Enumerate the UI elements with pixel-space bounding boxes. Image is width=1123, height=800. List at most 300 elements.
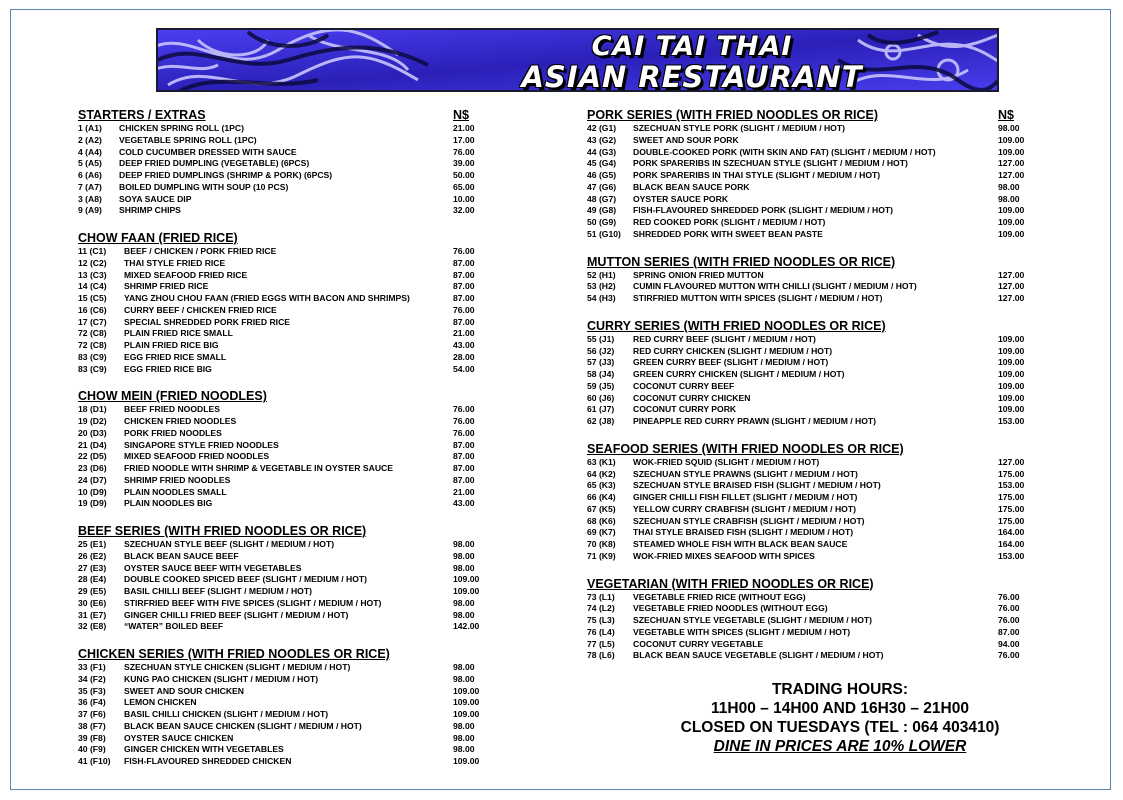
item-code: 60 (J6) bbox=[587, 392, 615, 403]
item-price: 164.00 bbox=[998, 527, 1025, 538]
banner-line-2: ASIAN RESTAURANT bbox=[521, 60, 863, 92]
item-price: 175.00 bbox=[998, 468, 1025, 479]
item-code: 17 (C7) bbox=[78, 316, 107, 327]
item-name: WOK-FRIED SQUID (SLIGHT / MEDIUM / HOT) bbox=[633, 456, 820, 467]
menu-item bbox=[78, 293, 518, 305]
item-name: BASIL CHILLI BEEF (SLIGHT / MEDIUM / HOT) bbox=[124, 586, 312, 596]
item-price: 21.00 bbox=[453, 123, 475, 133]
item-name: SPRING ONION FRIED MUTTON bbox=[633, 269, 764, 280]
item-code: 6 (A6) bbox=[78, 170, 102, 180]
item-name: RED CURRY BEEF (SLIGHT / MEDIUM / HOT) bbox=[633, 333, 816, 344]
item-code: 19 (D2) bbox=[78, 416, 107, 426]
menu-item bbox=[78, 440, 518, 452]
item-name: BASIL CHILLI CHICKEN (SLIGHT / MEDIUM / HOT) bbox=[124, 709, 329, 719]
item-price: 98.00 bbox=[453, 744, 475, 755]
item-price: 98.00 bbox=[453, 597, 475, 608]
item-price: 109.00 bbox=[998, 345, 1025, 356]
item-price: 175.00 bbox=[998, 492, 1025, 502]
item-code: 29 (E5) bbox=[78, 586, 107, 596]
item-code: 72 (C8) bbox=[78, 340, 107, 350]
item-name: GINGER CHILLI FRIED BEEF (SLIGHT / MEDIUM / HOT) bbox=[124, 609, 349, 620]
menu-item bbox=[78, 709, 518, 721]
item-name: PLAIN FRIED RICE SMALL bbox=[124, 328, 233, 339]
item-name: BOILED DUMPLING WITH SOUP (10 PCS) bbox=[119, 181, 289, 192]
item-price: 127.00 bbox=[998, 158, 1025, 169]
menu-item bbox=[78, 756, 518, 768]
item-code: 2 (A2) bbox=[78, 134, 102, 145]
item-name: OYSTER SAUCE CHICKEN bbox=[124, 732, 234, 743]
section-title: BEEF SERIES (WITH FRIED NOODLES OR RICE) bbox=[78, 524, 367, 538]
item-code: 64 (K2) bbox=[587, 468, 616, 479]
item-code: 1 (A1) bbox=[78, 123, 102, 133]
item-price: 87.00 bbox=[453, 439, 475, 450]
menu-item bbox=[78, 686, 518, 698]
menu-item bbox=[587, 229, 1047, 241]
item-code: 68 (K6) bbox=[587, 515, 616, 526]
item-code: 36 (F4) bbox=[78, 697, 106, 708]
item-price: 32.00 bbox=[453, 205, 475, 216]
item-code: 59 (J5) bbox=[587, 380, 615, 391]
menu-item bbox=[78, 674, 518, 686]
item-price: 87.00 bbox=[453, 316, 475, 327]
item-name: EGG FRIED RICE BIG bbox=[124, 363, 212, 374]
menu-item bbox=[587, 158, 1047, 170]
item-code: 63 (K1) bbox=[587, 456, 616, 467]
price-currency-header: N$ bbox=[453, 108, 469, 122]
item-code: 30 (E6) bbox=[78, 597, 107, 608]
banner-line-1: CAI TAI THAI bbox=[591, 31, 793, 62]
menu-item bbox=[78, 246, 518, 258]
item-price: 109.00 bbox=[998, 134, 1025, 145]
item-name: RED CURRY CHICKEN (SLIGHT / MEDIUM / HOT) bbox=[633, 345, 833, 356]
menu-section-beef bbox=[78, 524, 518, 633]
item-price: 10.00 bbox=[453, 193, 475, 204]
item-price: 98.00 bbox=[453, 720, 475, 731]
menu-item bbox=[587, 627, 1047, 639]
menu-item bbox=[78, 328, 518, 340]
item-price: 98.00 bbox=[453, 609, 475, 620]
menu-item bbox=[587, 334, 1047, 346]
section-header bbox=[587, 108, 1047, 123]
item-code: 42 (G1) bbox=[587, 123, 617, 133]
menu-item bbox=[587, 281, 1047, 293]
trading-hours-title: TRADING HOURS: bbox=[771, 681, 909, 698]
menu-item bbox=[587, 346, 1047, 358]
menu-item bbox=[78, 305, 518, 317]
item-price: 87.00 bbox=[453, 269, 475, 280]
item-name: SWEET AND SOUR CHICKEN bbox=[124, 685, 244, 696]
item-code: 38 (F7) bbox=[78, 720, 106, 731]
menu-section-chicken bbox=[78, 647, 518, 768]
item-price: 109.00 bbox=[998, 404, 1025, 415]
item-price: 153.00 bbox=[998, 480, 1025, 491]
item-name: BLACK BEAN SAUCE VEGETABLE (SLIGHT / MEDIUM / HOT) bbox=[633, 650, 884, 661]
item-price: 76.00 bbox=[998, 615, 1020, 625]
menu-item bbox=[78, 563, 518, 575]
item-price: 21.00 bbox=[453, 328, 475, 339]
menu-section-starters bbox=[78, 108, 518, 217]
banner-title bbox=[442, 32, 942, 92]
section-title: MUTTON SERIES (WITH FRIED NOODLES OR RICE) bbox=[587, 254, 896, 269]
item-price: 76.00 bbox=[453, 404, 475, 415]
menu-item bbox=[587, 469, 1047, 481]
item-code: 70 (K8) bbox=[587, 539, 616, 549]
item-name: YELLOW CURRY CRABFISH (SLIGHT / MEDIUM / HOT) bbox=[633, 503, 856, 514]
section-title: CHICKEN SERIES (WITH FRIED NOODLES OR RICE) bbox=[78, 647, 390, 661]
section-title: SEAFOOD SERIES (WITH FRIED NOODLES OR RICE) bbox=[587, 441, 904, 456]
menu-item bbox=[587, 194, 1047, 206]
item-price: 98.00 bbox=[453, 550, 475, 561]
menu-item bbox=[78, 498, 518, 510]
item-name: COCONUT CURRY VEGETABLE bbox=[633, 638, 764, 649]
item-price: 76.00 bbox=[453, 246, 475, 256]
item-price: 98.00 bbox=[453, 562, 475, 573]
item-code: 83 (C9) bbox=[78, 363, 107, 374]
item-name: BEEF / CHICKEN / PORK FRIED RICE bbox=[124, 246, 277, 256]
item-code: 19 (D9) bbox=[78, 498, 107, 509]
item-name: COCONUT CURRY BEEF bbox=[633, 380, 735, 391]
section-header bbox=[587, 577, 1047, 592]
item-name: GINGER CHICKEN WITH VEGETABLES bbox=[124, 744, 284, 755]
price-currency-header: N$ bbox=[998, 108, 1014, 122]
item-price: 175.00 bbox=[998, 503, 1025, 514]
menu-item bbox=[587, 270, 1047, 282]
item-name: MIXED SEAFOOD FRIED RICE bbox=[124, 269, 248, 280]
menu-item bbox=[587, 516, 1047, 528]
item-code: 25 (E1) bbox=[78, 539, 107, 549]
menu-item bbox=[78, 539, 518, 551]
item-name: SZECHUAN STYLE BEEF (SLIGHT / MEDIUM / HOT) bbox=[124, 539, 335, 549]
item-code: 46 (G5) bbox=[587, 170, 617, 180]
item-code: 40 (F9) bbox=[78, 744, 106, 755]
menu-right-column bbox=[587, 108, 1047, 676]
item-code: 62 (J8) bbox=[587, 416, 615, 426]
item-code: 58 (J4) bbox=[587, 369, 615, 379]
menu-item bbox=[78, 135, 518, 147]
menu-item bbox=[78, 182, 518, 194]
item-name: PORK FRIED NOODLES bbox=[124, 427, 222, 438]
item-name: VEGETABLE FRIED NOODLES (WITHOUT EGG) bbox=[633, 603, 828, 614]
item-code: 20 (D3) bbox=[78, 427, 107, 438]
item-price: 87.00 bbox=[453, 257, 475, 268]
item-price: 98.00 bbox=[453, 732, 475, 743]
item-code: 47 (G6) bbox=[587, 181, 617, 192]
menu-item bbox=[587, 492, 1047, 504]
menu-item bbox=[78, 340, 518, 352]
menu-item bbox=[78, 170, 518, 182]
item-code: 75 (L3) bbox=[587, 615, 615, 625]
item-price: 175.00 bbox=[998, 515, 1025, 526]
section-title: CHOW MEIN (FRIED NOODLES) bbox=[78, 389, 267, 404]
item-name: WOK-FRIED MIXES SEAFOOD WITH SPICES bbox=[633, 550, 815, 561]
menu-item bbox=[78, 475, 518, 487]
item-price: 98.00 bbox=[998, 123, 1020, 133]
item-code: 13 (C3) bbox=[78, 269, 107, 280]
item-price: 153.00 bbox=[998, 416, 1025, 426]
item-name: SHREDDED PORK WITH SWEET BEAN PASTE bbox=[633, 228, 823, 239]
item-name: BLACK BEAN SAUCE CHICKEN (SLIGHT / MEDIUM / HOT) bbox=[124, 720, 362, 731]
item-name: CHICKEN FRIED NOODLES bbox=[124, 416, 237, 426]
item-code: 14 (C4) bbox=[78, 281, 107, 292]
section-header bbox=[78, 231, 518, 246]
item-name: THAI STYLE FRIED RICE bbox=[124, 257, 226, 268]
item-code: 41 (F10) bbox=[78, 756, 111, 766]
item-name: KUNG PAO CHICKEN (SLIGHT / MEDIUM / HOT) bbox=[124, 673, 319, 684]
menu-item bbox=[78, 123, 518, 135]
menu-item bbox=[78, 364, 518, 376]
item-code: 74 (L2) bbox=[587, 603, 615, 614]
item-code: 15 (C5) bbox=[78, 293, 107, 303]
closed-days-and-phone: CLOSED ON TUESDAYS (TEL : 064 403410) bbox=[680, 719, 1000, 736]
item-code: 48 (G7) bbox=[587, 193, 617, 204]
item-price: 76.00 bbox=[453, 416, 475, 426]
item-name: GREEN CURRY CHICKEN (SLIGHT / MEDIUM / HOT) bbox=[633, 369, 845, 379]
item-code: 31 (E7) bbox=[78, 609, 107, 620]
item-name: BLACK BEAN SAUCE PORK bbox=[633, 181, 750, 192]
menu-item bbox=[78, 574, 518, 586]
item-name: YANG ZHOU CHOU FAAN (FRIED EGGS WITH BACON AND SHRIMPS) bbox=[124, 293, 410, 303]
item-code: 53 (H2) bbox=[587, 281, 616, 292]
menu-item bbox=[587, 457, 1047, 469]
item-code: 44 (G3) bbox=[587, 146, 617, 157]
item-name: CUMIN FLAVOURED MUTTON WITH CHILLI (SLIGHT / MEDIUM / HOT) bbox=[633, 281, 917, 292]
item-code: 56 (J2) bbox=[587, 345, 615, 356]
menu-item bbox=[78, 270, 518, 282]
menu-item bbox=[587, 592, 1047, 604]
section-title: CURRY SERIES (WITH FRIED NOODLES OR RICE) bbox=[587, 318, 886, 333]
item-price: 109.00 bbox=[998, 217, 1025, 227]
menu-item bbox=[78, 158, 518, 170]
item-name: FISH-FLAVOURED SHREDDED PORK (SLIGHT / MEDIUM / HOT) bbox=[633, 205, 894, 216]
menu-item bbox=[78, 428, 518, 440]
menu-item bbox=[78, 205, 518, 217]
menu-item bbox=[78, 733, 518, 745]
item-code: 21 (D4) bbox=[78, 439, 107, 450]
item-price: 109.00 bbox=[998, 228, 1025, 239]
item-name: SWEET AND SOUR PORK bbox=[633, 134, 739, 145]
item-code: 71 (K9) bbox=[587, 550, 616, 561]
item-price: 109.00 bbox=[453, 574, 480, 585]
item-name: DOUBLE COOKED SPICED BEEF (SLIGHT / MEDIUM / HOT) bbox=[124, 574, 368, 585]
item-name: OYSTER SAUCE BEEF WITH VEGETABLES bbox=[124, 562, 302, 573]
trading-hours-times: 11H00 – 14H00 AND 16H30 – 21H00 bbox=[711, 700, 969, 717]
menu-item bbox=[78, 598, 518, 610]
item-name: RED COOKED PORK (SLIGHT / MEDIUM / HOT) bbox=[633, 217, 826, 227]
item-price: 65.00 bbox=[453, 181, 475, 192]
menu-item bbox=[587, 615, 1047, 627]
menu-item bbox=[78, 487, 518, 499]
item-name: SINGAPORE STYLE FRIED NOODLES bbox=[124, 439, 279, 450]
item-name: SZECHUAN STYLE BRAISED FISH (SLIGHT / MEDIUM / HOT) bbox=[633, 480, 881, 491]
item-price: 109.00 bbox=[453, 709, 480, 719]
menu-section-vegetarian bbox=[587, 577, 1047, 663]
item-code: 65 (K3) bbox=[587, 480, 616, 491]
item-price: 109.00 bbox=[998, 380, 1025, 391]
menu-section-chowfaan bbox=[78, 231, 518, 375]
item-price: 109.00 bbox=[453, 697, 480, 708]
section-header bbox=[587, 319, 1047, 334]
item-price: 98.00 bbox=[453, 539, 475, 549]
item-price: 94.00 bbox=[998, 638, 1020, 649]
item-code: 37 (F6) bbox=[78, 709, 106, 719]
menu-item bbox=[78, 416, 518, 428]
section-title: PORK SERIES (WITH FRIED NOODLES OR RICE) bbox=[587, 108, 878, 122]
item-code: 3 (A8) bbox=[78, 193, 102, 204]
item-name: FISH-FLAVOURED SHREDDED CHICKEN bbox=[124, 756, 292, 766]
menu-section-mutton bbox=[587, 255, 1047, 305]
item-price: 76.00 bbox=[998, 591, 1020, 602]
menu-item bbox=[78, 281, 518, 293]
menu-item bbox=[587, 182, 1047, 194]
item-code: 61 (J7) bbox=[587, 404, 615, 415]
item-name: STIRFRIED MUTTON WITH SPICES (SLIGHT / MEDIUM / HOT) bbox=[633, 293, 883, 303]
item-code: 77 (L5) bbox=[587, 638, 615, 649]
item-price: 43.00 bbox=[453, 340, 475, 350]
item-price: 87.00 bbox=[453, 281, 475, 292]
item-name: CHICKEN SPRING ROLL (1PC) bbox=[119, 123, 244, 133]
item-price: 142.00 bbox=[453, 621, 480, 632]
section-title: CHOW FAAN (FRIED RICE) bbox=[78, 231, 238, 245]
section-header bbox=[78, 108, 518, 123]
item-code: 39 (F8) bbox=[78, 732, 106, 743]
item-code: 33 (F1) bbox=[78, 662, 106, 672]
menu-item bbox=[587, 217, 1047, 229]
item-price: 50.00 bbox=[453, 170, 475, 180]
menu-item bbox=[587, 504, 1047, 516]
menu-section-seafood bbox=[587, 442, 1047, 563]
item-price: 98.00 bbox=[453, 673, 475, 684]
menu-item bbox=[587, 170, 1047, 182]
menu-item bbox=[78, 586, 518, 598]
item-name: COCONUT CURRY PORK bbox=[633, 404, 737, 415]
item-code: 32 (E8) bbox=[78, 621, 107, 632]
item-code: 4 (A4) bbox=[78, 146, 102, 157]
item-price: 109.00 bbox=[998, 333, 1025, 344]
item-price: 87.00 bbox=[453, 474, 475, 485]
item-name: STIRFRIED BEEF WITH FIVE SPICES (SLIGHT / MEDIUM / HOT) bbox=[124, 597, 382, 608]
menu-item bbox=[587, 527, 1047, 539]
item-code: 66 (K4) bbox=[587, 492, 616, 502]
item-code: 22 (D5) bbox=[78, 451, 107, 462]
item-name: BEEF FRIED NOODLES bbox=[124, 404, 220, 415]
item-name: EGG FRIED RICE SMALL bbox=[124, 351, 227, 362]
item-name: CURRY BEEF / CHICKEN FRIED RICE bbox=[124, 304, 277, 315]
menu-item bbox=[587, 603, 1047, 615]
item-price: 109.00 bbox=[998, 146, 1025, 157]
item-name: STEAMED WHOLE FISH WITH BLACK BEAN SAUCE bbox=[633, 539, 848, 549]
item-price: 76.00 bbox=[453, 427, 475, 438]
item-name: BLACK BEAN SAUCE BEEF bbox=[124, 550, 239, 561]
item-code: 43 (G2) bbox=[587, 134, 617, 145]
menu-item bbox=[78, 352, 518, 364]
item-price: 109.00 bbox=[998, 357, 1025, 368]
item-code: 11 (C1) bbox=[78, 246, 107, 256]
menu-item bbox=[78, 317, 518, 329]
menu-item bbox=[78, 194, 518, 206]
item-name: PORK SPARERIBS IN SZECHUAN STYLE (SLIGHT / MEDIUM / HOT) bbox=[633, 158, 908, 169]
section-header bbox=[78, 389, 518, 404]
item-name: DEEP FRIED DUMPLINGS (SHRIMP & PORK) (6PCS) bbox=[119, 170, 333, 180]
item-price: 87.00 bbox=[998, 626, 1020, 637]
item-code: 83 (C9) bbox=[78, 351, 107, 362]
item-code: 49 (G8) bbox=[587, 205, 617, 216]
item-name: SHRIMP FRIED RICE bbox=[124, 281, 209, 292]
item-price: 87.00 bbox=[453, 451, 475, 462]
item-code: 26 (E2) bbox=[78, 550, 107, 561]
item-code: 67 (K5) bbox=[587, 503, 616, 514]
item-name: PLAIN FRIED RICE BIG bbox=[124, 340, 219, 350]
item-price: 127.00 bbox=[998, 281, 1025, 292]
item-name: FRIED NOODLE WITH SHRIMP & VEGETABLE IN OYSTER SAUCE bbox=[124, 463, 393, 473]
item-code: 7 (A7) bbox=[78, 181, 102, 192]
menu-item bbox=[587, 639, 1047, 651]
item-price: 76.00 bbox=[998, 650, 1020, 661]
item-code: 5 (A5) bbox=[78, 158, 102, 169]
item-price: 109.00 bbox=[453, 756, 480, 766]
item-name: PORK SPARERIBS IN THAI STYLE (SLIGHT / MEDIUM / HOT) bbox=[633, 170, 881, 180]
menu-item bbox=[78, 404, 518, 416]
item-code: 23 (D6) bbox=[78, 463, 107, 473]
restaurant-banner bbox=[156, 28, 999, 92]
menu-item bbox=[587, 480, 1047, 492]
item-name: PLAIN NOODLES BIG bbox=[124, 498, 213, 509]
item-code: 50 (G9) bbox=[587, 217, 617, 227]
menu-left-column bbox=[78, 108, 518, 782]
item-code: 51 (G10) bbox=[587, 228, 621, 239]
item-price: 127.00 bbox=[998, 269, 1025, 280]
menu-item bbox=[587, 650, 1047, 662]
item-price: 164.00 bbox=[998, 539, 1025, 549]
item-price: 87.00 bbox=[453, 293, 475, 303]
item-name: COLD CUCUMBER DRESSED WITH SAUCE bbox=[119, 146, 297, 157]
item-code: 35 (F3) bbox=[78, 685, 106, 696]
menu-item bbox=[587, 539, 1047, 551]
item-code: 78 (L6) bbox=[587, 650, 615, 661]
menu-item bbox=[78, 744, 518, 756]
item-code: 10 (D9) bbox=[78, 486, 107, 497]
item-name: DEEP FRIED DUMPLING (VEGETABLE) (6PCS) bbox=[119, 158, 310, 169]
item-price: 109.00 bbox=[998, 205, 1025, 216]
menu-item bbox=[78, 621, 518, 633]
menu-item bbox=[587, 293, 1047, 305]
item-price: 98.00 bbox=[998, 193, 1020, 204]
menu-item bbox=[78, 721, 518, 733]
item-price: 109.00 bbox=[453, 685, 480, 696]
item-name: GREEN CURRY BEEF (SLIGHT / MEDIUM / HOT) bbox=[633, 357, 829, 368]
menu-item bbox=[587, 393, 1047, 405]
item-name: PINEAPPLE RED CURRY PRAWN (SLIGHT / MEDIUM / HOT) bbox=[633, 416, 877, 426]
menu-item bbox=[587, 205, 1047, 217]
item-name: SHRIMP CHIPS bbox=[119, 205, 181, 216]
item-price: 153.00 bbox=[998, 550, 1025, 561]
item-name: VEGETABLE SPRING ROLL (1PC) bbox=[119, 134, 257, 145]
item-name: SZECHUAN STYLE VEGETABLE (SLIGHT / MEDIUM / HOT) bbox=[633, 615, 873, 625]
section-header bbox=[587, 442, 1047, 457]
item-name: SZECHUAN STYLE PRAWNS (SLIGHT / MEDIUM / HOT) bbox=[633, 468, 858, 479]
item-code: 18 (D1) bbox=[78, 404, 107, 415]
section-title: VEGETARIAN (WITH FRIED NOODLES OR RICE) bbox=[587, 576, 874, 591]
menu-section-chowmein bbox=[78, 389, 518, 510]
item-code: 54 (H3) bbox=[587, 293, 616, 303]
item-price: 127.00 bbox=[998, 170, 1025, 180]
menu-item bbox=[587, 369, 1047, 381]
item-code: 72 (C8) bbox=[78, 328, 107, 339]
item-price: 54.00 bbox=[453, 363, 475, 374]
section-header bbox=[78, 647, 518, 662]
item-name: PLAIN NOODLES SMALL bbox=[124, 486, 227, 497]
item-price: 76.00 bbox=[453, 304, 475, 315]
menu-item bbox=[587, 381, 1047, 393]
